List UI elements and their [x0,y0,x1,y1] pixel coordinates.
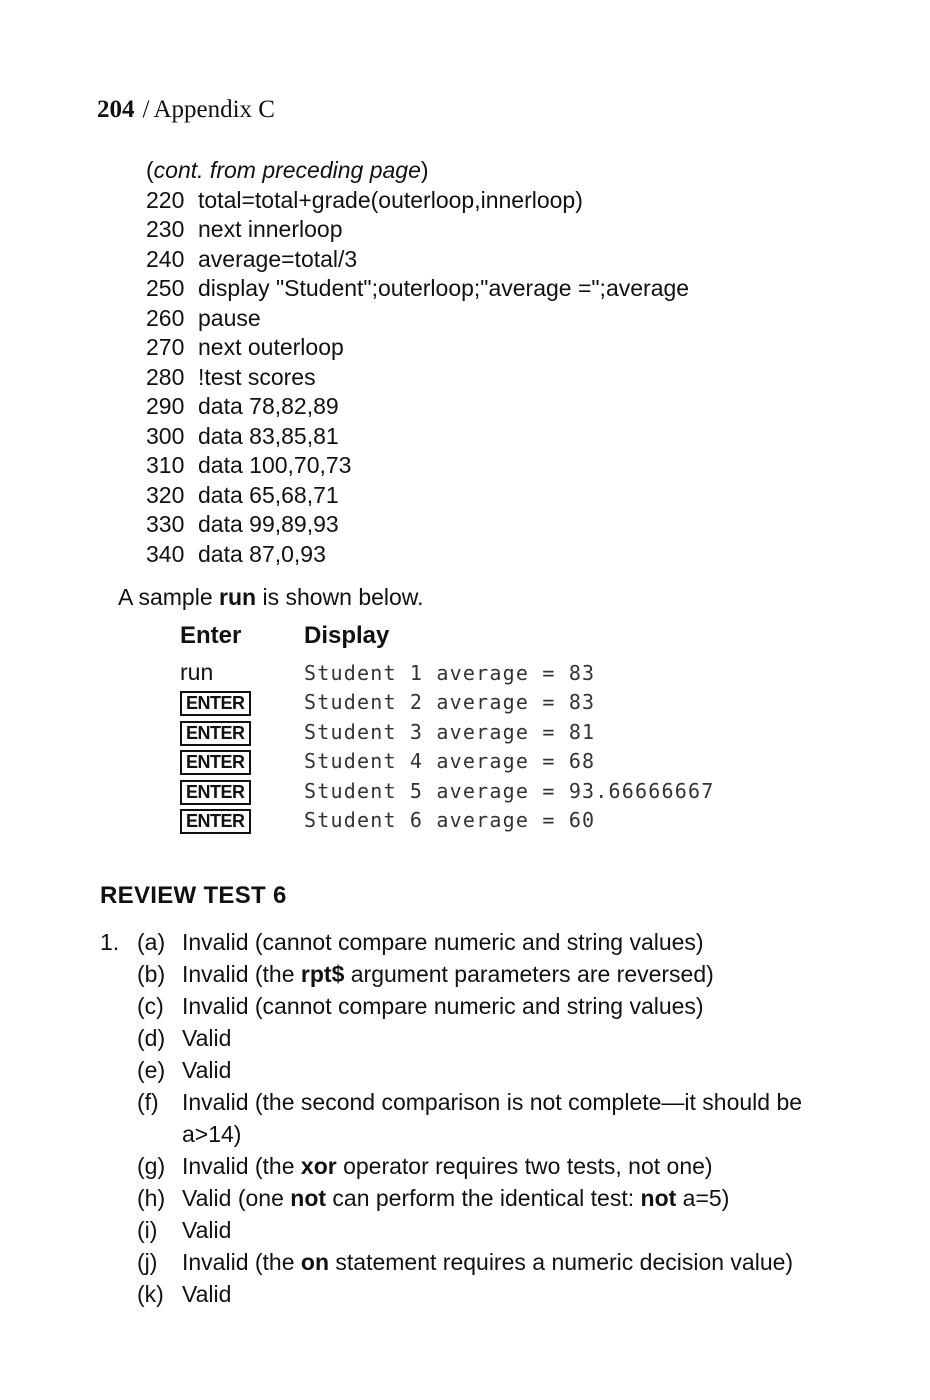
answer-fragment: Invalid (the second comparison is not complete—it should be a>14) [182,1089,803,1147]
sample-run-table [180,622,714,835]
line-number: 290 [146,393,185,419]
line-number: 310 [146,452,185,478]
answer-item [100,1182,842,1214]
answer-text [182,990,842,1022]
enter-cell [180,777,304,805]
answer-fragment: Valid [182,1281,232,1307]
answer-letter: (d) [137,1025,166,1051]
line-number: 320 [146,481,185,508]
answer-item [100,958,842,990]
answer-fragment: a=5) [676,1185,730,1211]
answer-text [182,1150,842,1182]
enter-key-icon: ENTER [180,691,251,716]
code-line [146,510,689,540]
question-number [100,990,137,1022]
header-enter: Enter [180,622,242,649]
answer-item [100,1150,842,1182]
enter-cell [180,718,304,746]
code-line [146,186,689,216]
continuation-note: (cont. from preceding page) [146,157,429,183]
answer-text [182,1182,842,1214]
display-output: Student 1 average = 83 [304,660,596,685]
answer-list [100,926,842,1310]
line-code: next innerloop [198,216,343,242]
answer-text [182,1086,842,1150]
question-number: 1. [100,929,120,955]
question-number [100,1086,137,1150]
answer-fragment: Valid (one [182,1185,291,1211]
answer-fragment: can perform the identical test: [326,1185,641,1211]
answer-fragment: Valid [182,1057,232,1083]
question-number [100,958,137,990]
run-table-header [180,622,714,658]
code-line [146,363,689,393]
code-line [146,540,689,570]
sample-intro [118,584,424,611]
line-number: 250 [146,275,185,301]
line-number: 270 [146,334,185,360]
line-code: data 100,70,73 [198,452,352,478]
answer-text [182,1278,842,1310]
enter-key-icon: ENTER [180,780,251,805]
line-code: data 65,68,71 [198,481,339,508]
question-number [100,1182,137,1214]
answer-fragment: Invalid (the [182,961,301,987]
keyword: xor [300,1153,337,1179]
page-header [97,96,275,124]
line-code: total=total+grade(outerloop,innerloop) [198,186,583,213]
code-line [146,215,689,245]
run-table-body [180,658,714,835]
answer-item [100,1022,842,1054]
display-output: Student 5 average = 93.66666667 [304,778,715,803]
question-number [100,1054,137,1086]
display-output: Student 4 average = 68 [304,749,596,774]
header-separator: / [142,96,150,123]
line-number: 340 [146,540,185,567]
display-output: Student 6 average = 60 [304,808,596,833]
run-table-row [180,688,714,718]
code-line [146,451,689,481]
page-number: 204 [97,96,135,123]
enter-key-icon: ENTER [180,809,251,834]
answer-letter: (g) [137,1153,166,1179]
line-number: 300 [146,422,185,449]
code-line [146,422,689,452]
question-number [100,1278,137,1310]
keyword: on [300,1249,330,1275]
answer-text [182,926,842,958]
answer-fragment: statement requires a numeric decision value) [329,1249,794,1275]
answer-fragment: argument parameters are reversed) [344,961,714,987]
keyword: not [640,1185,677,1211]
display-output: Student 3 average = 81 [304,719,596,744]
line-number: 230 [146,216,185,242]
run-table-row [180,776,714,806]
run-table-row [180,747,714,777]
line-code: average=total/3 [198,245,358,272]
answer-text [182,1214,842,1246]
line-code: data 87,0,93 [198,540,326,567]
question-number [100,1022,137,1054]
keyword: rpt$ [300,961,345,987]
answer-fragment: Valid [182,1025,232,1051]
code-line [146,274,689,304]
line-number: 280 [146,363,185,390]
run-table-row [180,717,714,747]
answer-letter: (f) [137,1089,159,1115]
line-number: 240 [146,245,185,272]
section-title: Appendix C [153,96,275,123]
answer-item [100,1214,842,1246]
question-number [100,1150,137,1182]
answer-fragment: Valid [182,1217,232,1243]
answer-fragment: Invalid (cannot compare numeric and string values) [182,929,704,955]
code-listing [146,156,689,569]
code-lines [146,186,689,570]
line-code: !test scores [198,363,316,390]
answer-letter: (i) [137,1217,158,1243]
question-number [100,1246,137,1278]
code-line [146,304,689,334]
answer-letter: (a) [137,929,166,955]
answer-letter: (h) [137,1185,166,1211]
answer-fragment: Invalid (the [182,1153,301,1179]
run-table-row [180,658,714,688]
answer-letter: (e) [137,1057,166,1083]
line-code: next outerloop [198,334,344,360]
line-code: data 83,85,81 [198,422,339,449]
enter-cell: run [180,659,214,686]
answer-letter: (j) [137,1249,158,1275]
answer-item [100,926,842,958]
continuation-text: cont. from preceding page [153,157,421,183]
enter-cell [180,688,304,716]
answer-text [182,1022,842,1054]
line-code: pause [198,304,261,331]
line-number: 330 [146,511,185,537]
enter-cell [180,806,304,834]
line-number: 220 [146,186,185,213]
line-code: data 99,89,93 [198,511,339,537]
answer-fragment: Invalid (cannot compare numeric and string values) [182,993,704,1019]
header-display: Display [304,622,390,649]
answer-fragment: Invalid (the [182,1249,301,1275]
line-code: display "Student";outerloop;"average =";average [198,275,690,301]
answer-item [100,1086,842,1150]
answer-text [182,1246,842,1278]
keyword: not [290,1185,327,1211]
run-table-row [180,806,714,836]
enter-cell [180,747,304,775]
answer-item [100,1054,842,1086]
answer-item [100,1278,842,1310]
answer-item [100,1246,842,1278]
answer-text [182,958,842,990]
code-line [146,481,689,511]
enter-key-icon: ENTER [180,721,251,746]
answer-letter: (b) [137,961,166,987]
sample-prefix: A sample [118,584,219,610]
code-line [146,333,689,363]
line-code: data 78,82,89 [198,393,339,419]
answer-text [182,1054,842,1086]
display-output: Student 2 average = 83 [304,690,596,715]
answer-fragment: operator requires two tests, not one) [336,1153,713,1179]
answer-item [100,990,842,1022]
code-line [146,245,689,275]
answer-letter: (k) [137,1281,164,1307]
code-line [146,392,689,422]
question-number [100,1214,137,1246]
answer-letter: (c) [137,993,164,1019]
review-test-title: REVIEW TEST 6 [100,882,287,909]
sample-suffix: is shown below. [256,584,424,610]
sample-keyword: run [219,584,257,610]
line-number: 260 [146,304,185,331]
enter-key-icon: ENTER [180,750,251,775]
